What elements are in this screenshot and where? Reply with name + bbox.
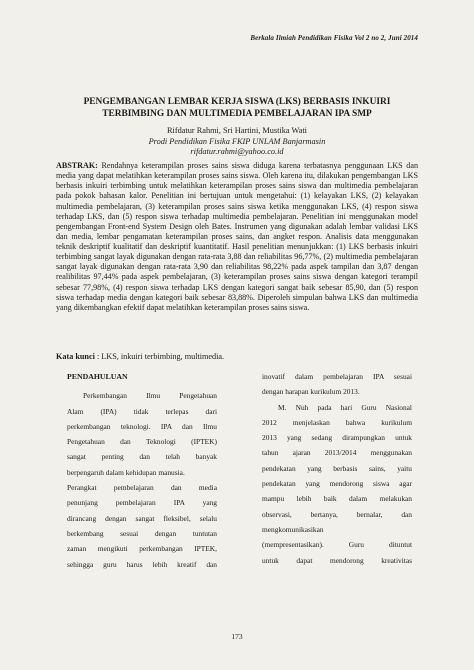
body-line: tahun ajaran 2013/2014 menggunakan [262, 448, 412, 458]
body-line: berkembang sesuai dengan tuntutan [67, 528, 217, 538]
abstract [56, 161, 418, 313]
keywords [56, 352, 418, 362]
body-line: 2012 menjelaskan bahwa kurikulum [262, 417, 412, 427]
running-head: Berkala Ilmiah Pendidikan Fisika Vol 2 no 2, Juni 2014 [250, 34, 418, 42]
page-number: 173 [231, 632, 243, 641]
body-line: berpengaruh dalam kehidupan manusia. [67, 467, 185, 477]
keywords-label: Kata kunci [56, 352, 95, 361]
email-address: rifdatur.rahmi@yahoo.co.id [190, 147, 284, 157]
abstract-label: ABSTRAK: [56, 161, 98, 170]
body-line: sehingga guru harus lebih kreatif dan [67, 559, 217, 569]
body-line: mampu lebih baik dalam melakukan [262, 494, 412, 504]
body-line: dengan harapan kurikulum 2013. [262, 387, 360, 397]
body-line: Alam (IPA) tidak terlepas dari [67, 406, 217, 416]
body-line: pendekatan yang mendorong siswa agar [262, 479, 412, 489]
body-line: penunjang pembelajaran IPA yang [67, 498, 217, 508]
body-line: pendekatan yang berbasis sains, yaitu [262, 463, 412, 473]
author-block [56, 126, 418, 158]
body-line: 2013 yang sedang dirampungkan untuk [262, 433, 412, 443]
title-line: TERBIMBING DAN MULTIMEDIA PEMBELAJARAN IPA SMP [102, 109, 372, 119]
keywords-text: : LKS, inkuiri terbimbing, multimedia. [96, 352, 225, 361]
right-column [262, 369, 412, 568]
affiliation: Prodi Pendidikan Fisika FKIP UNLAM Banjarmasin [148, 136, 326, 146]
title-line: PENGEMBANGAN LEMBAR KERJA SISWA (LKS) BERBASIS INKUIRI [83, 97, 391, 107]
body-line: Perkembangan Ilmu Pengetahuan [83, 391, 217, 401]
left-column [67, 369, 217, 572]
body-line: perkembangan teknologi. IPA dan Ilmu [67, 421, 217, 431]
body-line: zaman mengikuti perkembangan IPTEK, [67, 544, 217, 554]
body-line: M. Nuh pada hari Guru Nasional [278, 402, 412, 412]
body-line: untuk dapat mendorong kreativitas [262, 555, 412, 565]
body-line: mengkomunikasikan [262, 524, 324, 534]
body-line: (mempresentasikan). Guru dituntut [262, 540, 412, 550]
paper-title [56, 96, 418, 120]
body-line: dirancang dengan sangat fleksibel, selalu [67, 513, 217, 523]
abstract-text: Rendahnya keterampilan proses sains siswa diduga karena terbatasnya penggunaan LKS dan media yang dapat melatihkan keterampilan proses sains siswa. Oleh karena itu, dilakukan pengembangan LKS berbasis inkuiri terbimbing untuk melatihkan keterampilan proses sains siswa dan multimedia pembelajaran pada pokok bahasan kalor. Penelitian ini bertujuan untuk mengetahui: (1) kelayakan LKS, (2) kelayakan multimedia pembelajaran, (3) keterampilan proses sains siswa ketika menggunakan LKS, (4) respon siswa terhadap LKS, dan (5) respon siswa terhadap multimedia pembelajaran. Penelitian ini menggunakan model pengembangan Front-end System Design oleh Bates. Instrumen yang digunakan adalah lembar validasi LKS dan media, lembar pengamatan keterampilan proses sains, dan angket respon. Analisis data menggunakan teknik deskriptif kualitatif dan deskriptif kuantitatif. Hasil penelitian menunjukkan: (1) LKS berbasis inkuiri terbimbing sangat layak digunakan dengan rata-rata 3,88 dan reliabilitas 96,77%, (2) multimedia pembelajaran sangat layak digunakan dengan rata-rata 3,90 dan reliabilitas 98,22% pada aspek tampilan dan 3,87 dengan realibilitas 97,44% pada aspek pembelajaran, (3) keterampilan proses sains siswa dengan kategori terampil sebesar 77,98%, (4) respon siswa terhadap LKS dengan kategori sangat baik sebesar 85,90, dan (5) respon siswa terhadap media dengan kategori baik sebesar 83,88%. Diperoleh simpulan bahwa LKS dan multimedia yang dikembangkan efektif dapat melatihkan keterampilan proses sains siswa. [56, 161, 418, 312]
author-names: Rifdatur Rahmi, Sri Hartini, Mustika Wati [167, 126, 307, 135]
body-line: Pengetahuan dan Teknologi (IPTEK) [67, 437, 217, 447]
body-line: Perangkat pembelajaran dan media [67, 483, 217, 493]
body-line: observasi, bertanya, bernalar, dan [262, 509, 412, 519]
section-heading: PENDAHULUAN [67, 372, 128, 381]
body-line: inovatif dalam pembelajaran IPA sesuai [262, 372, 412, 381]
body-line: sangat penting dan telah banyak [67, 452, 217, 462]
